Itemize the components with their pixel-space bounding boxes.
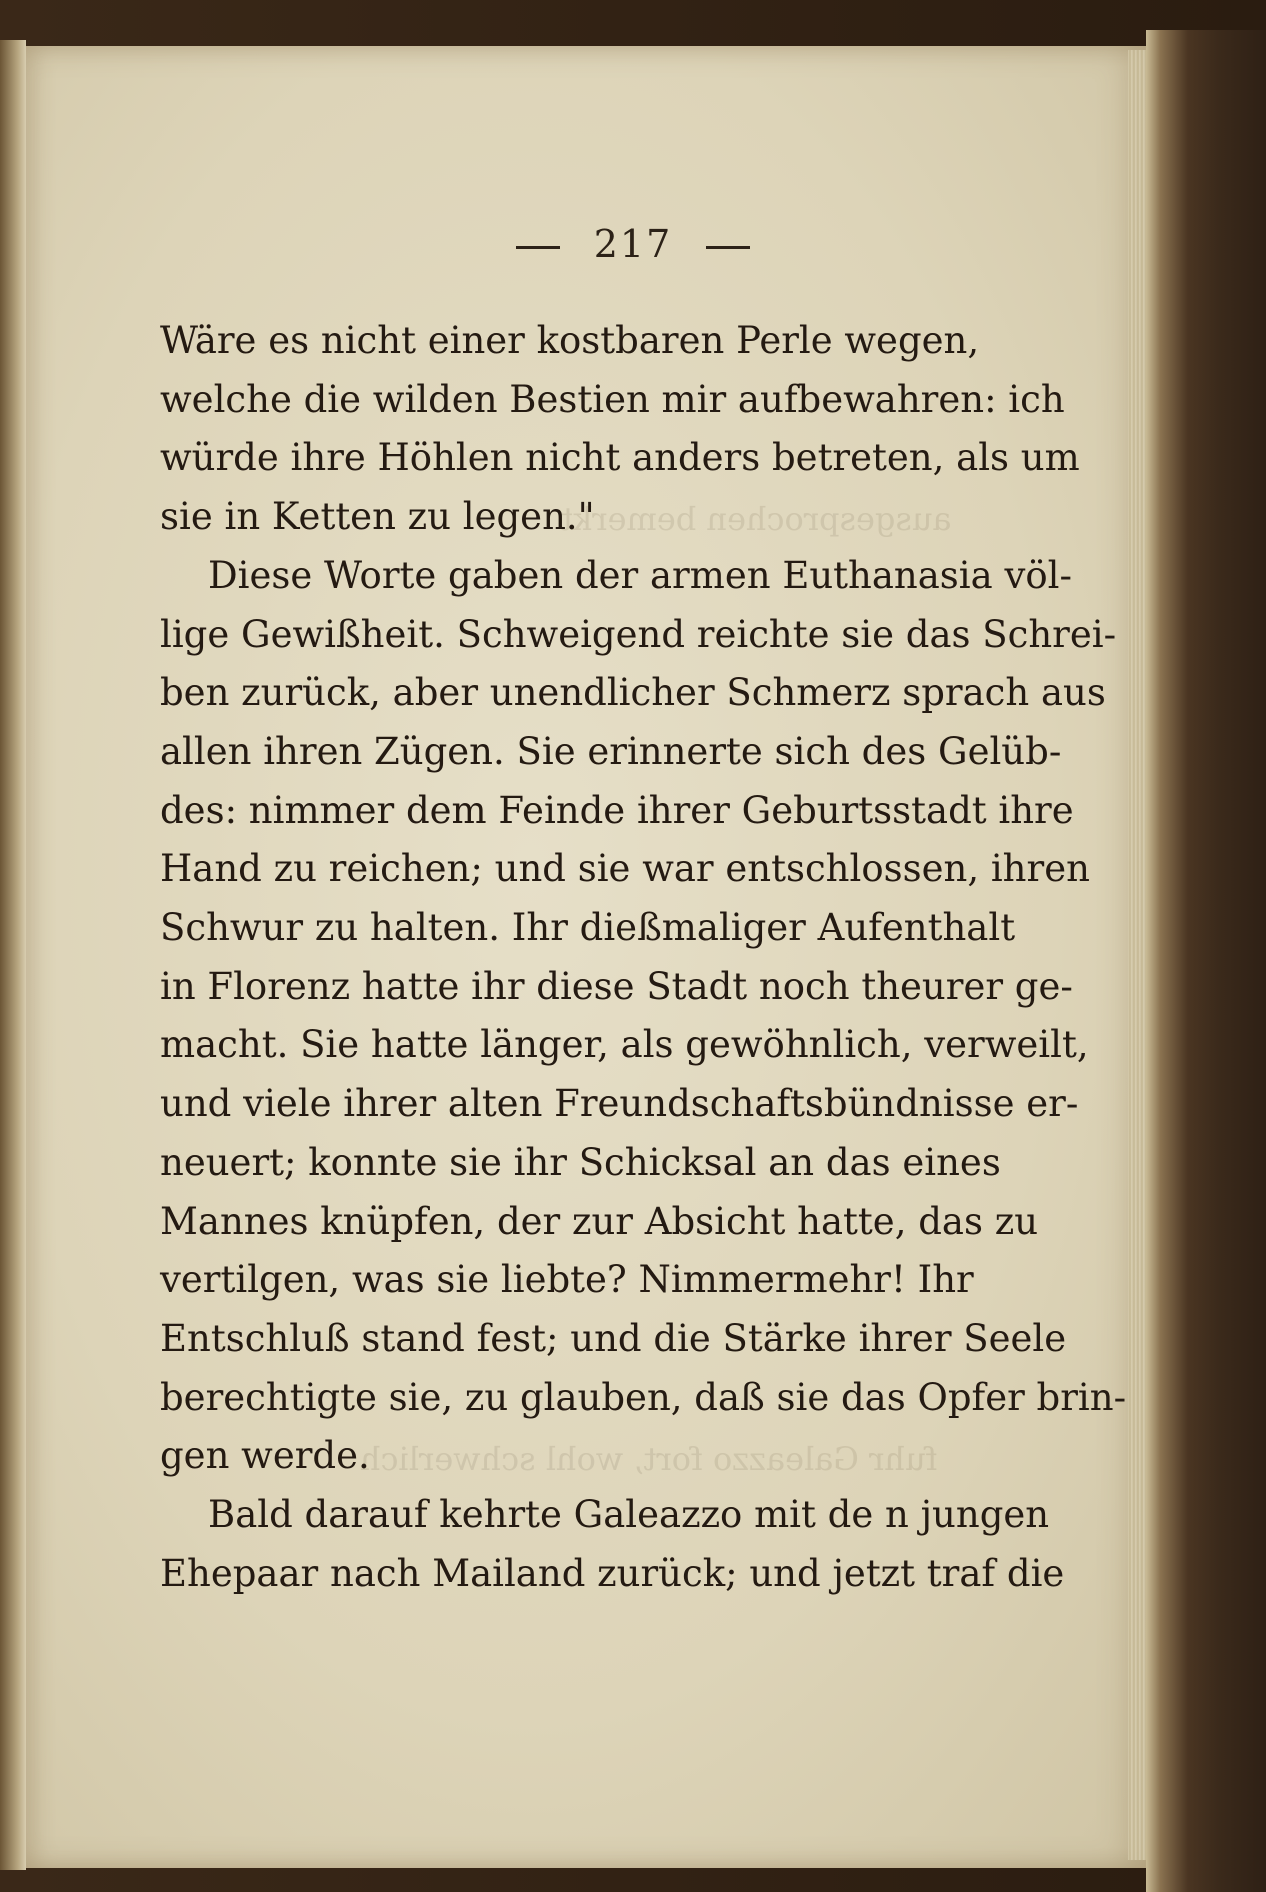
text-line: Bald darauf kehrte Galeazzo mit de n jungen xyxy=(208,1493,1050,1537)
text-line: Diese Worte gaben der armen Euthanasia völ- xyxy=(208,553,1072,597)
text-line: des: nimmer dem Feinde ihrer Geburtsstadt ihre xyxy=(160,788,1074,832)
text-line: ben zurück, aber unendlicher Schmerz sprach aus xyxy=(160,671,1106,715)
page-number: 217 xyxy=(593,222,673,266)
page-header xyxy=(0,222,1266,266)
header-dash-right xyxy=(706,246,750,249)
text-line: lige Gewißheit. Schweigend reichte sie das Schrei- xyxy=(160,612,1117,656)
book-cover-edge xyxy=(1146,30,1266,1892)
text-line: vertilgen, was sie liebte? Nimmermehr! Ihr xyxy=(160,1258,974,1302)
text-line: und viele ihrer alten Freundschaftsbündnisse er- xyxy=(160,1082,1079,1126)
text-line: Ehepaar nach Mailand zurück; und jetzt traf die xyxy=(160,1551,1065,1595)
text-line: sie in Ketten zu legen." xyxy=(160,495,595,539)
text-line: neuert; konnte sie ihr Schicksal an das eines xyxy=(160,1140,1001,1184)
text-line: Mannes knüpfen, der zur Absicht hatte, das zu xyxy=(160,1199,1039,1243)
text-line: allen ihren Zügen. Sie erinnerte sich des Gelüb- xyxy=(160,729,1062,773)
text-line: gen werde. xyxy=(160,1434,370,1478)
text-line: Schwur zu halten. Ihr dießmaliger Aufenthalt xyxy=(160,906,1016,950)
header-dash-left xyxy=(516,246,560,249)
bleed-through-text: fuhr Galeazzo fort, wohl schwerlich xyxy=(360,1440,938,1478)
text-line: Hand zu reichen; und sie war entschlossen, ihren xyxy=(160,847,1090,891)
text-line: Entschluß stand fest; und die Stärke ihrer Seele xyxy=(160,1316,1067,1360)
text-line: welche die wilden Bestien mir aufbewahren: ich xyxy=(160,377,1065,421)
text-line: Wäre es nicht einer kostbaren Perle wegen, xyxy=(160,319,980,362)
left-page-edge xyxy=(0,40,26,1870)
body-text xyxy=(160,312,1127,1603)
text-line: macht. Sie hatte länger, als gewöhnlich, verweilt, xyxy=(160,1023,1089,1067)
text-line: würde ihre Höhlen nicht anders betreten, als um xyxy=(160,436,1080,480)
bleed-through-text: ausgesprochen bemerkt xyxy=(560,500,952,538)
text-line: berechtigte sie, zu glauben, daß sie das Opfer brin- xyxy=(160,1375,1127,1419)
text-line: in Florenz hatte ihr diese Stadt noch theurer ge- xyxy=(160,964,1073,1008)
